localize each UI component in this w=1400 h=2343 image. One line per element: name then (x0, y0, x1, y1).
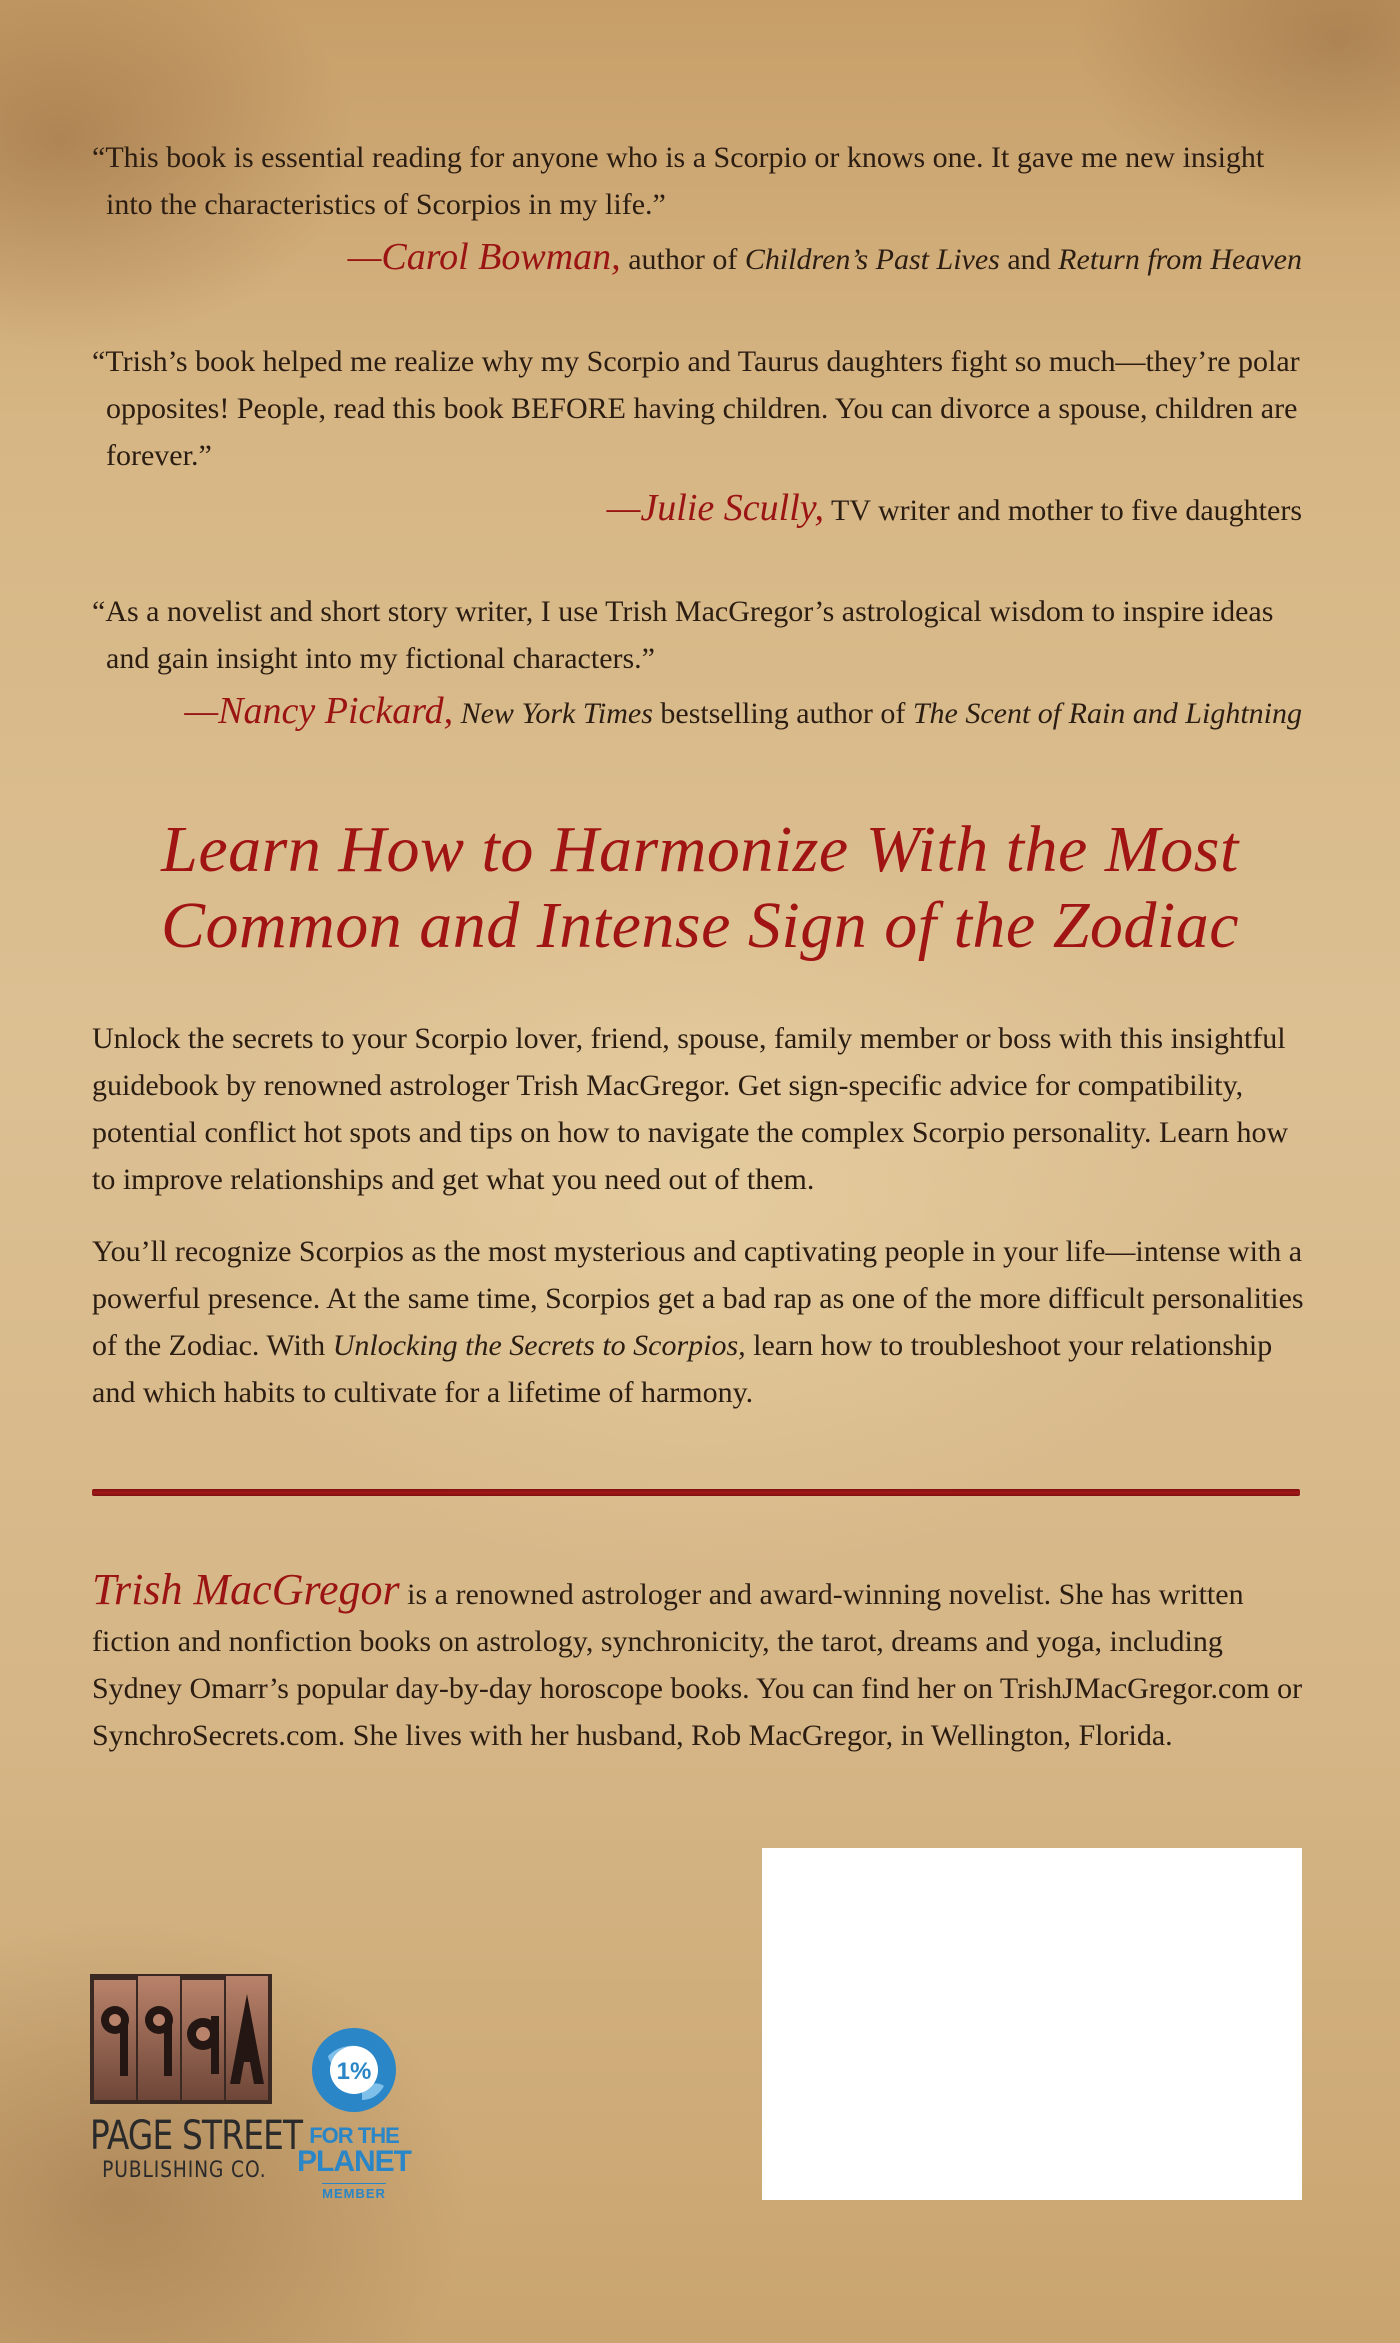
publication-name: New York Times (460, 697, 653, 730)
author-role: author of (628, 243, 738, 276)
paragraph-text: You’ll recognize Scorpios as the most mysterious and captivating people in your life—intense with a powerful presence. At the same time, Scorpios get a bad rap as one of the more difficult personalities of the Zodiac. With (92, 1235, 1304, 1362)
testimonial-author: —Nancy Pickard, (184, 690, 454, 732)
book-title: Return from Heaven (1058, 243, 1302, 276)
publisher-name: PAGE STREET (90, 2113, 303, 2159)
letterpress-blocks-icon (90, 1972, 272, 2106)
publisher-subtitle: PUBLISHING CO. (102, 2158, 267, 2183)
one-percent-planet-badge (294, 2026, 414, 2201)
book-title: The Scent of Rain and Lightning (912, 697, 1302, 730)
badge-member: MEMBER (322, 2183, 386, 2201)
testimonial-attribution (92, 234, 1302, 283)
testimonial-julie-scully (92, 338, 1302, 534)
author-bio (92, 1566, 1312, 1759)
testimonial-author: —Carol Bowman, (347, 236, 621, 278)
testimonial-author: —Julie Scully, (606, 487, 825, 529)
author-bio-text: is a renowned astrologer and award-winning novelist. She has written fiction and nonfiction books on astrology, synchronicity, the tarot, dreams and yoga, including Sydney Omarr’s popular day-by-day horoscope books. You can find her on TrishJMacGregor.com or SynchroSecrets.com. She lives with her husband, Rob MacGregor, in Wellington, Florida. (92, 1578, 1303, 1752)
testimonial-attribution (92, 688, 1302, 737)
testimonial-text: “As a novelist and short story writer, I use Trish MacGregor’s astrological wisdom to inspire ideas and gain insight into my fictional characters.” (92, 595, 1274, 675)
publisher-logo (90, 1972, 303, 2202)
joiner-text: and (1007, 243, 1051, 276)
book-title: Unlocking the Secrets to Scorpios, (332, 1329, 746, 1362)
barcode-area (762, 1848, 1302, 2200)
testimonial-carol-bowman (92, 134, 1302, 283)
globe-icon (310, 2026, 398, 2114)
badge-percent: 1% (336, 2058, 372, 2085)
description-paragraph-1: Unlock the secrets to your Scorpio lover, friend, spouse, family member or boss with this insightful guidebook by renowned astrologer Trish MacGregor. Get sign-specific advice for compatibility, potential conflict hot spots and tips on how to navigate the complex Scorpio personality. Learn how to improve relationships and get what you need out of them. (92, 1022, 1289, 1196)
cover-headline: Learn How to Harmonize With the Most Common and Intense Sign of the Zodiac (160, 813, 1240, 962)
author-name: Trish MacGregor (92, 1565, 400, 1614)
badge-line-2: PLANET (297, 2145, 411, 2178)
testimonial-attribution (92, 485, 1302, 534)
author-role: bestselling author of (660, 697, 906, 730)
badge-line-1: FOR THE (309, 2123, 399, 2148)
testimonial-text: “This book is essential reading for anyone who is a Scorpio or knows one. It gave me new insight into the characteristics of Scorpios in my life.” (92, 141, 1265, 221)
book-title: Children’s Past Lives (744, 243, 1000, 276)
paragraph-text: learn how to troubleshoot your relationship and which habits to cultivate for a lifetime of harmony. (92, 1329, 1273, 1409)
testimonial-text: “Trish’s book helped me realize why my Scorpio and Taurus daughters fight so much—they’re polar opposites! People, read this book BEFORE having children. You can divorce a spouse, children are forever.” (92, 345, 1300, 472)
description-paragraph-2 (92, 1228, 1312, 1416)
author-role: TV writer and mother to five daughters (831, 494, 1302, 527)
testimonial-nancy-pickard (92, 588, 1302, 737)
section-divider (92, 1489, 1300, 1496)
